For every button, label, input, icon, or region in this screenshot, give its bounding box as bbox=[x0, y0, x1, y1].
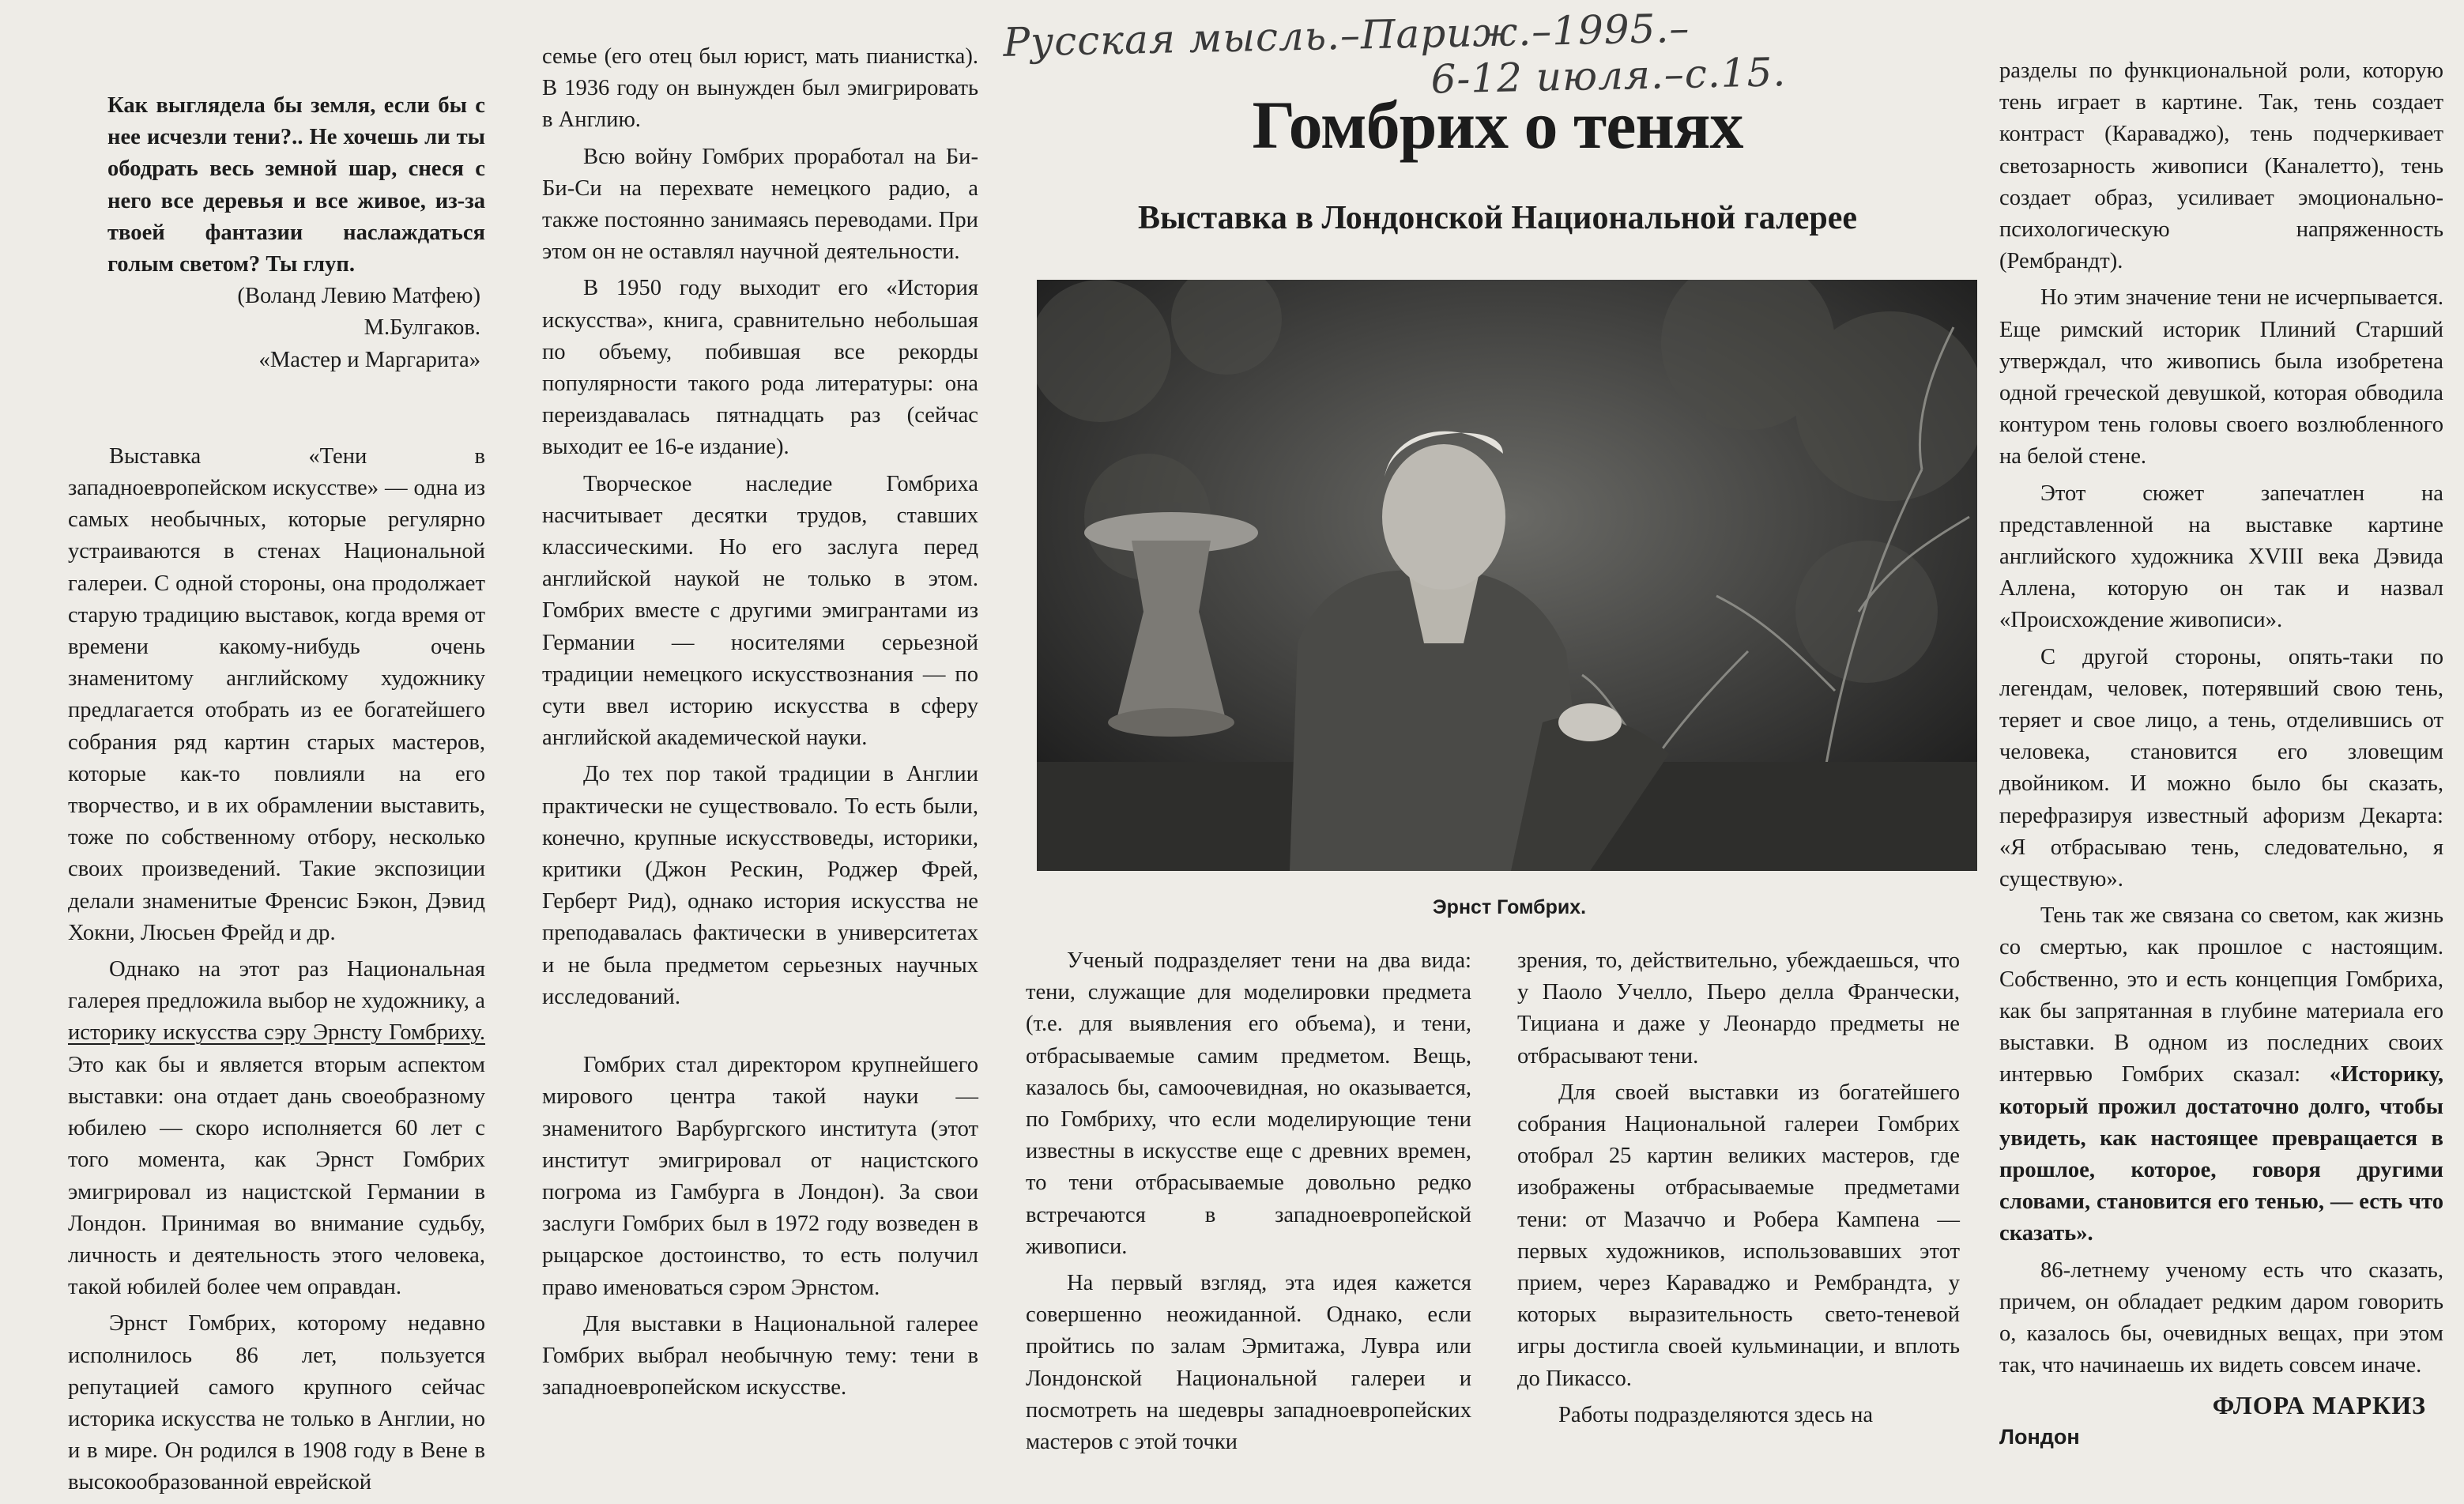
column-3 bbox=[1026, 945, 1471, 1463]
paragraph-text: Это как бы и является вторым аспектом выставки: она отдает дань своеобразному юбилею — скоро исполняется 60 лет с того момента, как Эрнст Гомбрих эмигрировал из нацистской Германии в Лондон. Принимая во внимание судьбу, личность и деятельность этого человека, такой юбилей более чем оправдан. bbox=[68, 1052, 485, 1300]
paragraph bbox=[68, 954, 485, 1303]
paragraph: Для выставки в Национальной галерее Гомбрих выбрал необычную тему: тени в западноевропейском искусстве. bbox=[542, 1311, 978, 1400]
paragraph bbox=[1999, 900, 2443, 1250]
paragraph: разделы по функциональной роли, которую тень играет в картине. Так, тень создает контраст (Караваджо), тень подчеркивает светозарность живописи (Каналетто), тень создает образ, усиливает эмоционально-психологическую напряженность (Рембрандт). bbox=[1999, 58, 2443, 274]
handwritten-line-2: 6-12 июля.–с.15. bbox=[1430, 49, 1787, 103]
author-name: ФЛОРА МАРКИЗ bbox=[2212, 1391, 2426, 1419]
paragraph: Творческое наследие Гомбриха насчитывает десятки трудов, ставших классическими. Но его заслуга перед английской наукой не только в этом. Гомбрих вместе с другими эмигрантами из Германии — носителями серьезной традиции немецкого искусствознания — по сути ввел историю искусства в сферу английской академической науки. bbox=[542, 471, 978, 751]
paragraph: На первый взгляд, эта идея кажется совершенно неожиданной. Однако, если пройтись по залам Эрмитажа, Лувра или Лондонской Национальной галереи и посмотреть на шедевры западноевропейских мастеров с этой точки bbox=[1026, 1271, 1471, 1455]
paragraph: Но этим значение тени не исчерпывается. Еще римский историк Плиний Старший утверждал, что живопись была изобретена одной греческой девушкой, которая обводила контуром тень головы своего возлюбленного на белой стене. bbox=[1999, 285, 2443, 469]
epigraph-title: «Мастер и Маргарита» bbox=[258, 347, 480, 372]
column-4 bbox=[1517, 945, 1960, 1436]
epigraph-author: М.Булгаков. bbox=[364, 315, 480, 341]
column-1 bbox=[68, 90, 485, 1504]
dateline-city: Лондон bbox=[1999, 1425, 2080, 1449]
epigraph-attribution bbox=[68, 281, 485, 376]
paragraph: С другой стороны, опять-таки по легендам, человек, потерявший свою тень, теряет и свое лицо, а тень, отделившись от человека, становится его зловещим двойником. И можно было бы сказать, перефразируя известный афоризм Декарта: «Я отбрасываю тень, следовательно, я существую». bbox=[1999, 644, 2443, 892]
paragraph: Этот сюжет запечатлен на представленной на выставке картине английского художника XVIII века Дэвида Аллена, которую он так и назвал «Происхождение живописи». bbox=[1999, 481, 2443, 633]
paragraph: Ученый подразделяет тени на два вида: тени, служащие для моделировки предмета (т.е. для выявления его объема), и тени, отбрасываемые самим предметом. Вещь, казалось бы, самоочевидная, но оказывается, по Гомбриху, что если моделирующие тени известны в искусстве еще с древних времен, то тени отбрасываемые довольно редко встречаются в западноевропейской живописи. bbox=[1026, 948, 1471, 1259]
column-2 bbox=[542, 41, 978, 1408]
column-5 bbox=[1999, 55, 2443, 1386]
paragraph: Работы подразделяются здесь на bbox=[1558, 1402, 1874, 1427]
handwritten-line-1: Русская мысль.–Париж.–1995.– bbox=[1002, 5, 1690, 66]
paragraph: В 1950 году выходит его «История искусства», книга, сравнительно небольшая по объему, побившая все рекорды популярности такого рода литературы: она переиздавалась пятнадцать раз (сейчас выходит ее 16-е издание). bbox=[542, 276, 978, 460]
epigraph-text: Как выглядела бы земля, если бы с нее исчезли тени?.. Не хочешь ли ты ободрать весь земной шар, снеся с него все деревья и все живое, из-за твоей фантазии наслаждаться голым светом? Ты глуп. bbox=[107, 93, 485, 277]
paragraph: Эрнст Гомбрих, которому недавно исполнилось 86 лет, пользуется репутацией самого крупного сейчас историка искусства не только в Англии, но и в мире. Он родился в 1908 году в Вене в высокообразованной еврейской bbox=[68, 1311, 485, 1495]
paragraph: 86-летнему ученому есть что сказать, причем, он обладает редким даром говорить о, казалось бы, очевидных вещах, при этом так, что начинаешь их видеть совсем иначе. bbox=[1999, 1257, 2443, 1378]
photo-caption: Эрнст Гомбрих. bbox=[1432, 896, 1587, 918]
paragraph: зрения, то, действительно, убеждаешься, что у Паоло Учелло, Пьеро делла Франчески, Тициана и даже у Леонардо предметы не отбрасывают тени. bbox=[1517, 948, 1960, 1069]
paragraph: Гомбрих стал директором крупнейшего мирового центра такой науки — знаменитого Варбургского института (этот институт эмигрировал от нацистского погрома из Гамбурга в Лондон). За свои заслуги Гомбрих был в 1972 году возведен в рыцарское достоинство, то есть получил право именоваться сэром Эрнстом. bbox=[542, 1053, 978, 1300]
paragraph: Выставка «Тени в западноевропейском искусстве» — одна из самых необычных, которые регулярно устраиваются в стенах Национальной галереи. С одной стороны, она продолжает старую традицию выставок, когда время от времени какому-нибудь очень знаменитому английскому художнику предлагается отобрать из ее богатейшего собрания ряд картин старых мастеров, которые как-то повлияли на его творчество, и в их обрамлении выставить, тоже по собственному отбору, несколько своих произведений. Такие экспозиции делали знаменитые Френсис Бэкон, Дэвид Хокни, Люсьен Фрейд и др. bbox=[68, 443, 485, 945]
paragraph: Всю войну Гомбрих проработал на Би-Би-Си на перехвате немецкого радио, а также постоянно занимаясь переводами. При этом он не оставлял научной деятельности. bbox=[542, 144, 978, 265]
article-headline: Гомбрих о тенях bbox=[1252, 87, 1743, 163]
byline bbox=[1999, 1389, 2426, 1453]
underlined-text: историку искусства сэру Эрнсту Гомбриху. bbox=[68, 1020, 485, 1046]
paragraph: Для своей выставки из богатейшего собрания Национальной галереи Гомбрих отобрал 25 картин великих мастеров, где изображены отбрасываемые предметами тени: от Мазаччо и Робера Кампена — первых художников, использовавших этот прием, через Караваджо и Рембрандта, у которых выразительность свето-теневой игры достигла своей кульминации, и вплоть до Пикассо. bbox=[1517, 1080, 1960, 1391]
paragraph-text: Тень так же связана со светом, как жизнь со смертью, как прошлое с настоящим. Собственно, это и есть концепция Гомбриха, как бы запрятанная в глубине материала его выставки. В одном из последних своих интервью Гомбрих сказал: bbox=[1999, 903, 2443, 1087]
paragraph: До тех пор такой традиции в Англии практически не существовало. То есть были, конечно, крупные искусствоведы, историки, критики (Джон Рескин, Роджер Фрей, Герберт Рид), однако история искусства не преподавалась фактически в университетах и не была предметом серьезных научных исследований. bbox=[542, 762, 978, 1009]
paragraph-text: Однако на этот раз Национальная галерея предложила выбор не художнику, а bbox=[68, 957, 485, 1014]
epigraph-speaker: (Воланд Левию Матфею) bbox=[237, 284, 480, 309]
portrait-illustration bbox=[1037, 280, 1977, 871]
portrait-photo bbox=[1037, 280, 1977, 871]
paragraph: семье (его отец был юрист, мать пианистка). В 1936 году он вынужден был эмигрировать в Англию. bbox=[542, 44, 978, 133]
bold-quote: «Историку, который прожил достаточно долго, чтобы увидеть, как настоящее превращается в прошлое, которое, говоря другими словами, становится его тенью, — есть что сказать». bbox=[1999, 1062, 2443, 1246]
article-subheadline: Выставка в Лондонской Национальной галерее bbox=[1138, 200, 1857, 236]
